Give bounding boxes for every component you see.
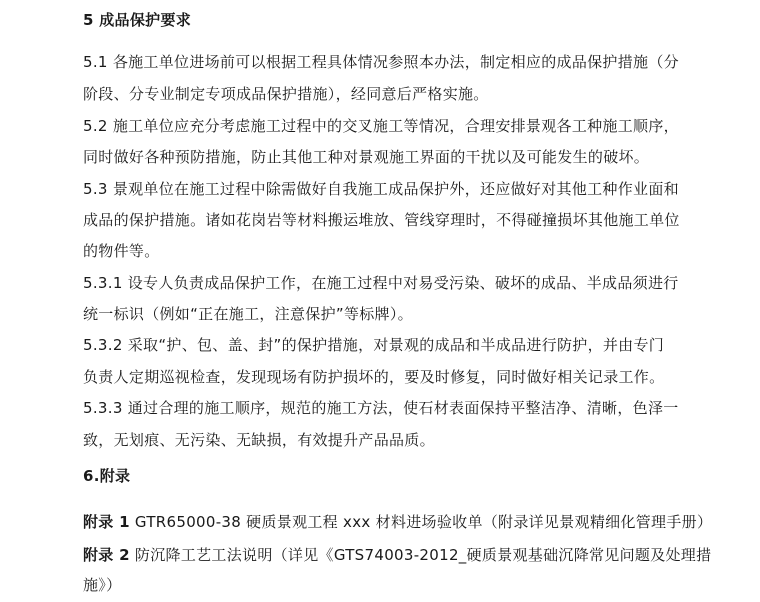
appendix-1-text: GTR65000-38 硬质景观工程 xxx 材料进场验收单（附录详见景观精细化管理手册） (129, 513, 713, 531)
appendix-2-label: 附录 2 (83, 546, 130, 564)
paragraph-line: 5.3.3 通过合理的施工顺序，规范的施工方法，使石材表面保持平整洁净、清晰，色泽一 (83, 399, 679, 417)
section-6-title: 6.附录 (83, 467, 131, 485)
appendix-2-text: 防沉降工艺工法说明（详见《GTS74003-2012_硬质景观基础沉降常见问题及处理措 (129, 546, 712, 564)
paragraph-line: 致，无划痕、无污染、无缺损，有效提升产品品质。 (83, 431, 435, 449)
paragraph-line: 5.3.2 采取“护、包、盖、封”的保护措施，对景观的成品和半成品进行防护，并由专门 (83, 336, 665, 354)
appendix-1 (83, 512, 712, 532)
appendix-2-continued: 施》） (83, 576, 122, 594)
appendix-2 (83, 545, 711, 565)
paragraph-line: 5.1 各施工单位进场前可以根据工程具体情况参照本办法，制定相应的成品保护措施（分 (83, 53, 679, 71)
appendix-1-label: 附录 1 (83, 513, 130, 531)
paragraph-line: 统一标识（例如“正在施工，注意保护”等标牌）。 (83, 305, 413, 323)
section-5-title: 5 成品保护要求 (83, 11, 192, 29)
paragraph-line: 5.3.1 设专人负责成品保护工作，在施工过程中对易受污染、破坏的成品、半成品须进行 (83, 274, 679, 292)
paragraph-line: 同时做好各种预防措施，防止其他工种对景观施工界面的干扰以及可能发生的破坏。 (83, 148, 650, 166)
paragraph-line: 5.3 景观单位在施工过程中除需做好自我施工成品保护外，还应做好对其他工种作业面和 (83, 180, 679, 198)
paragraph-line: 的物件等。 (83, 242, 160, 260)
paragraph-line: 阶段、分专业制定专项成品保护措施），经同意后严格实施。 (83, 85, 489, 103)
paragraph-line: 负责人定期巡视检查，发现现场有防护损坏的，要及时修复，同时做好相关记录工作。 (83, 368, 665, 386)
paragraph-line: 5.2 施工单位应充分考虑施工过程中的交叉施工等情况，合理安排景观各工种施工顺序， (83, 117, 679, 135)
paragraph-line: 成品的保护措施。诸如花岗岩等材料搬运堆放、管线穿理时，不得碰撞损坏其他施工单位 (83, 211, 680, 229)
